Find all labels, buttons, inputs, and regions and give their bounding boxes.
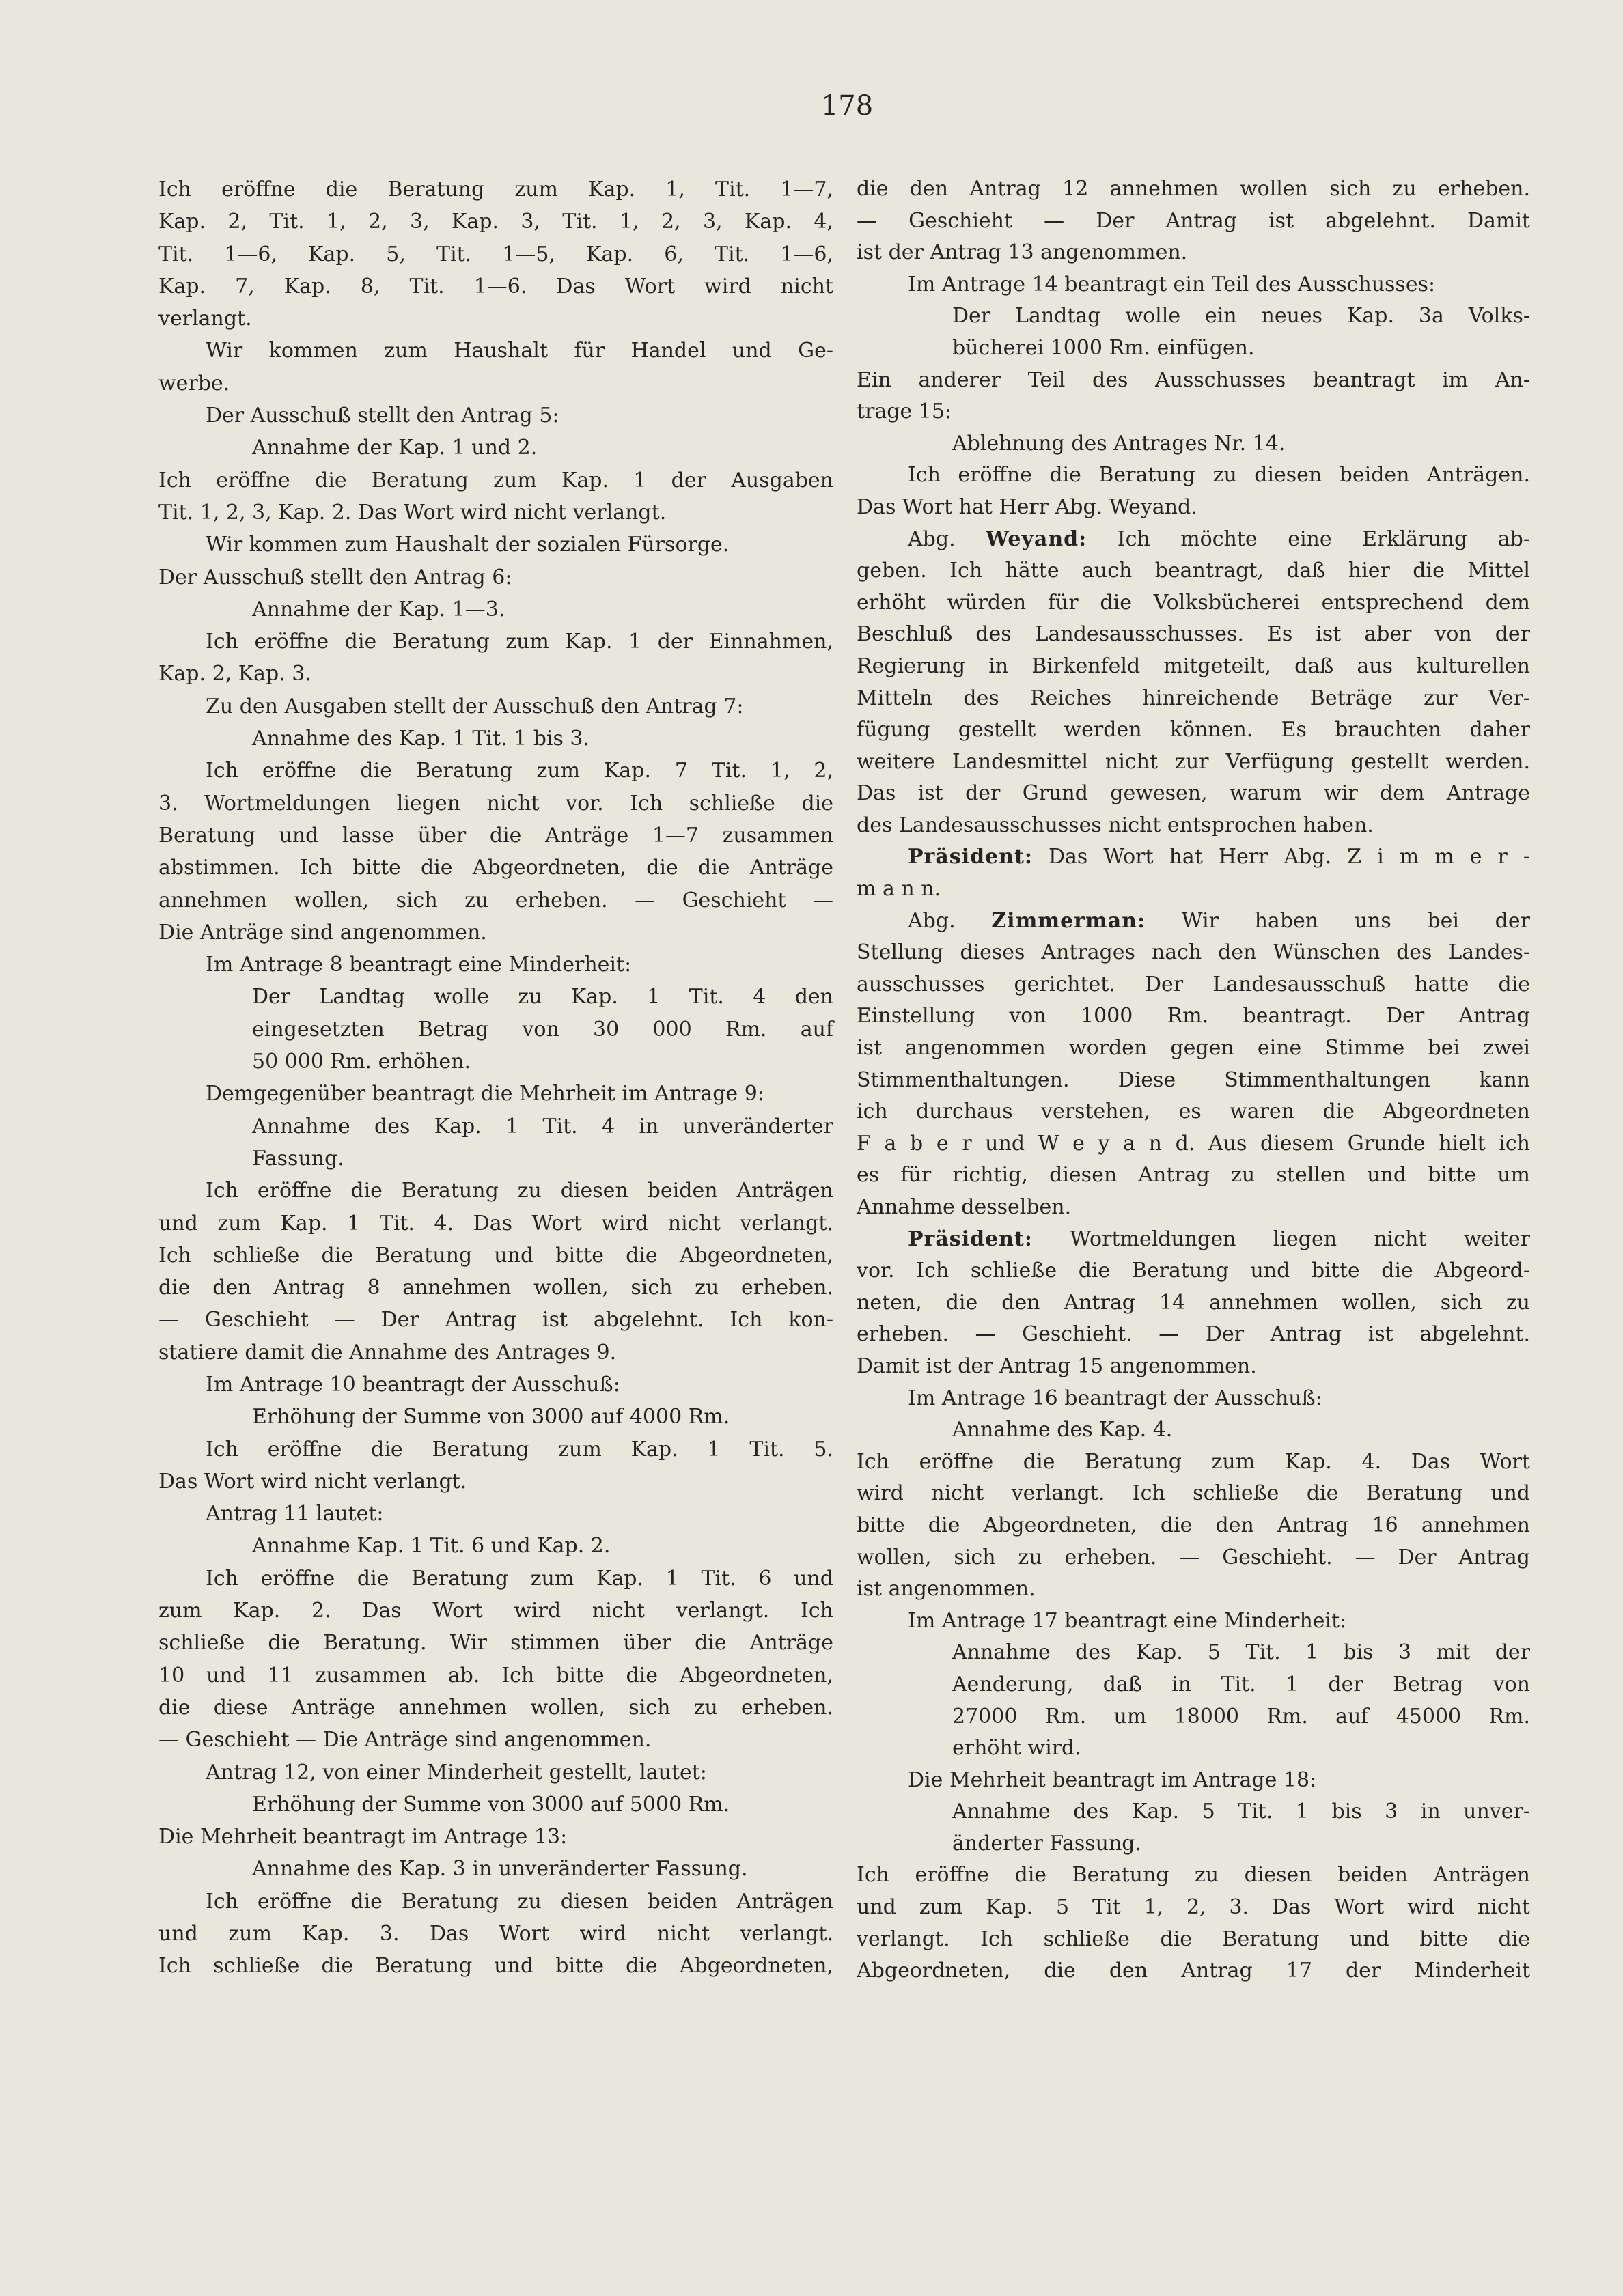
text-line	[857, 841, 1530, 873]
text-line: Ich eröffne die Beratung zum Kap. 1, Tit. 1—7,	[158, 178, 833, 201]
text-line: eingesetzten Betrag von 30 000 Rm. auf	[252, 1017, 833, 1041]
text-line: Die Mehrheit beantragt im Antrage 13:	[158, 1825, 568, 1849]
text-line: Im Antrage 14 beantragt ein Teil des Ausschusses:	[908, 272, 1436, 296]
speech-text: Wir haben uns bei der	[1146, 908, 1530, 933]
text-line: — Geschieht — Der Antrag ist abgelehnt. Damit	[857, 208, 1530, 233]
paragraph	[158, 593, 833, 626]
left-column	[158, 173, 833, 1983]
paragraph	[158, 981, 833, 1078]
text-line: erheben. — Geschieht. — Der Antrag ist abgelehnt.	[857, 1322, 1530, 1347]
text-line: Der Ausschuß stellt den Antrag 6:	[158, 565, 512, 589]
text-line: und zum Kap. 5 Tit 1, 2, 3. Das Wort wird nicht	[857, 1895, 1530, 1920]
text-line: Das ist der Grund gewesen, warum wir dem Antrage	[857, 781, 1530, 806]
text-line: Einstellung von 1000 Rm. beantragt. Der Antrag	[857, 1004, 1530, 1028]
text-line: Ich eröffne die Beratung zum Kap. 7 Tit. 1, 2,	[206, 759, 833, 783]
text-line: Annahme des Kap. 1 Tit. 1 bis 3.	[252, 727, 590, 751]
text-line: Ein anderer Teil des Ausschusses beantragt im An-	[857, 367, 1530, 392]
paragraph	[158, 723, 833, 755]
text-line: Ich eröffne die Beratung zum Kap. 1 der Ausgaben	[158, 468, 833, 492]
paragraph	[158, 173, 833, 335]
text-line: 50 000 Rm. erhöhen.	[252, 1050, 471, 1074]
speaker-name: Zimmerman:	[991, 908, 1146, 933]
text-line: Annahme des Kap. 1 Tit. 4 in unveränderter	[252, 1114, 833, 1138]
text-line: ist der Antrag 13 angenommen.	[857, 240, 1188, 265]
speaker-name: Präsident:	[908, 845, 1033, 869]
page-number: 178	[820, 90, 874, 122]
text-line: Der Landtag wolle ein neues Kap. 3a Volks-	[952, 304, 1530, 328]
paragraph	[857, 1765, 1530, 1797]
paragraph	[158, 561, 833, 593]
paragraph	[158, 1110, 833, 1175]
paragraph	[857, 1860, 1530, 1987]
text-line: Ablehnung des Antrages Nr. 14.	[952, 431, 1286, 456]
text-line: Ich eröffne die Beratung zum Kap. 1 Tit. 5.	[206, 1437, 833, 1461]
text-line: annehmen wollen, sich zu erheben. — Geschieht —	[158, 888, 833, 912]
text-line: änderter Fassung.	[952, 1831, 1142, 1856]
text-line: Die Mehrheit beantragt im Antrage 18:	[908, 1767, 1317, 1792]
paragraph	[158, 1530, 833, 1562]
speaker-name: Präsident:	[908, 1227, 1033, 1251]
paragraph	[158, 464, 833, 529]
text-line: erhöht wird.	[952, 1736, 1081, 1761]
paragraph	[857, 269, 1530, 301]
text-line: die den Antrag 8 annehmen wollen, sich zu erheben.	[158, 1276, 833, 1300]
text-line: Erhöhung der Summe von 3000 auf 4000 Rm.	[252, 1405, 730, 1429]
speech-text: Das Wort hat Herr Abg. Z i m m e r -	[1032, 845, 1530, 869]
text-line: Ich eröffne die Beratung zum Kap. 4. Das Wort	[857, 1449, 1530, 1474]
text-line: Mitteln des Reiches hinreichende Beträge zur Ver-	[857, 686, 1530, 710]
text-line: Demgegenüber beantragt die Mehrheit im Antrage 9:	[206, 1082, 764, 1106]
text-line: m a n n.	[857, 877, 941, 901]
text-line: — Geschieht — Der Antrag ist abgelehnt. Ich kon-	[158, 1308, 833, 1332]
text-line: Im Antrage 16 beantragt der Ausschuß:	[908, 1386, 1322, 1410]
speech-text: Wortmeldungen liegen nicht weiter	[1032, 1227, 1530, 1251]
text-line: neten, die den Antrag 14 annehmen wollen, sich zu	[857, 1290, 1530, 1315]
paragraph	[158, 1401, 833, 1433]
text-line: verlangt. Ich schließe die Beratung und bitte die	[857, 1927, 1530, 1951]
text-line: Annahme desselben.	[857, 1195, 1072, 1219]
text-line: schließe die Beratung. Wir stimmen über die Anträge	[158, 1631, 833, 1655]
paragraph	[857, 524, 1530, 842]
text-line: fügung gestellt werden können. Es brauchten daher	[857, 718, 1530, 742]
text-line: zum Kap. 2. Das Wort wird nicht verlangt. Ich	[158, 1599, 833, 1623]
text-line: Wir kommen zum Haushalt für Handel und Ge-	[206, 339, 833, 363]
paragraph	[158, 949, 833, 981]
text-line: Annahme des Kap. 3 in unveränderter Fassung.	[252, 1857, 748, 1881]
text-line: Annahme der Kap. 1 und 2.	[252, 436, 538, 460]
paragraph	[158, 1853, 833, 1885]
text-line: Ich eröffne die Beratung zu diesen beiden Anträgen.	[908, 463, 1530, 488]
paragraph	[857, 1446, 1530, 1606]
text-line: Antrag 12, von einer Minderheit gestellt, lautet:	[206, 1760, 707, 1784]
text-line: Im Antrage 8 beantragt eine Minderheit:	[206, 953, 632, 977]
paragraph	[158, 755, 833, 949]
text-line: Im Antrage 17 beantragt eine Minderheit:	[908, 1608, 1347, 1633]
text-line: und zum Kap. 3. Das Wort wird nicht verlangt.	[158, 1922, 833, 1946]
paragraph	[857, 428, 1530, 460]
speech-text: Ich möchte eine Erklärung ab-	[1087, 527, 1530, 551]
text-line: Stellung dieses Antrages nach den Wünschen des Landes-	[857, 940, 1530, 965]
text-line: Der Ausschuß stellt den Antrag 5:	[206, 404, 559, 428]
paragraph	[857, 365, 1530, 428]
text-line: Aenderung, daß in Tit. 1 der Betrag von	[952, 1672, 1530, 1696]
text-line: Tit. 1—6, Kap. 5, Tit. 1—5, Kap. 6, Tit. 1—6,	[158, 242, 833, 266]
text-line: Abgeordneten, die den Antrag 17 der Minderheit	[857, 1959, 1530, 1983]
text-line: Damit ist der Antrag 15 angenommen.	[857, 1354, 1257, 1378]
paragraph	[857, 1796, 1530, 1860]
paragraph	[158, 1175, 833, 1369]
text-line: Antrag 11 lautet:	[206, 1502, 384, 1526]
text-line: statiere damit die Annahme des Antrages 9.	[158, 1340, 617, 1364]
paragraph	[158, 529, 833, 561]
text-line: Ich eröffne die Beratung zu diesen beiden Anträgen	[857, 1863, 1530, 1888]
paragraph	[158, 1886, 833, 1983]
text-line: Annahme des Kap. 5 Tit. 1 bis 3 mit der	[952, 1640, 1530, 1665]
text-line: 10 und 11 zusammen ab. Ich bitte die Abgeordneten,	[158, 1663, 833, 1688]
paragraph	[857, 1606, 1530, 1638]
text-line: Wir kommen zum Haushalt der sozialen Fürsorge.	[206, 533, 730, 557]
text-line: ist angenommen.	[857, 1577, 1036, 1601]
text-line: Annahme Kap. 1 Tit. 6 und Kap. 2.	[252, 1534, 611, 1558]
paragraph	[857, 1383, 1530, 1415]
text-line: Das Wort wird nicht verlangt.	[158, 1469, 467, 1494]
text-line: Tit. 1, 2, 3, Kap. 2. Das Wort wird nicht verlangt.	[158, 500, 667, 524]
text-line: die den Antrag 12 annehmen wollen sich zu erheben.	[857, 177, 1530, 201]
paragraph	[158, 432, 833, 464]
speaker-prefix: Abg.	[908, 527, 986, 551]
text-line	[857, 1224, 1530, 1256]
paragraph	[158, 1821, 833, 1853]
text-line: Stimmenthaltungen. Diese Stimmenthaltungen kann	[857, 1067, 1530, 1092]
text-line: Der Landtag wolle zu Kap. 1 Tit. 4 den	[252, 985, 833, 1009]
paragraph	[158, 690, 833, 723]
text-line: abstimmen. Ich bitte die Abgeordneten, die die Anträge	[158, 856, 833, 880]
text-line: erhöht würden für die Volksbücherei entsprechend dem	[857, 590, 1530, 615]
text-line: trage 15:	[857, 400, 952, 424]
paragraph	[158, 1369, 833, 1401]
text-line: Kap. 7, Kap. 8, Tit. 1—6. Das Wort wird nicht	[158, 274, 833, 298]
text-line: Fassung.	[252, 1146, 344, 1171]
text-line: bitte die Abgeordneten, die den Antrag 16 annehmen	[857, 1513, 1530, 1537]
text-line: 3. Wortmeldungen liegen nicht vor. Ich schließe die	[158, 791, 833, 815]
paragraph	[158, 1756, 833, 1789]
text-line: F a b e r und W e y a n d. Aus diesem Grunde hielt ich	[857, 1131, 1530, 1156]
text-line: Das Wort hat Herr Abg. Weyand.	[857, 494, 1197, 519]
paragraph	[158, 1563, 833, 1756]
text-line: verlangt.	[158, 307, 252, 331]
text-line: des Landesausschusses nicht entsprochen haben.	[857, 813, 1374, 837]
text-line: Beschluß des Landesausschusses. Es ist aber von der	[857, 622, 1530, 647]
text-line: Ich eröffne die Beratung zu diesen beiden Anträgen	[206, 1179, 833, 1203]
text-line: — Geschieht — Die Anträge sind angenommen.	[158, 1728, 652, 1752]
text-line: ausschusses gerichtet. Der Landesausschuß hatte die	[857, 972, 1530, 996]
text-line: Kap. 2, Kap. 3.	[158, 662, 311, 686]
paragraph	[158, 335, 833, 400]
text-line: bücherei 1000 Rm. einfügen.	[952, 335, 1255, 360]
text-line: werbe.	[158, 371, 230, 395]
paragraph	[857, 906, 1530, 1224]
text-line	[857, 906, 1530, 938]
text-line: Ich schließe die Beratung und bitte die Abgeordneten,	[158, 1243, 833, 1268]
paragraph	[158, 1498, 833, 1530]
text-line: ich durchaus verstehen, es waren die Abgeordneten	[857, 1100, 1530, 1124]
speaker-name: Weyand:	[986, 527, 1087, 551]
text-line: es für richtig, diesen Antrag zu stellen und bitte um	[857, 1163, 1530, 1188]
text-line: vor. Ich schließe die Beratung und bitte die Abgeord-	[857, 1259, 1530, 1283]
text-line: Regierung in Birkenfeld mitgeteilt, daß aus kulturellen	[857, 654, 1530, 678]
text-line: wollen, sich zu erheben. — Geschieht. — Der Antrag	[857, 1545, 1530, 1569]
paragraph	[857, 841, 1530, 905]
text-line: Ich schließe die Beratung und bitte die Abgeordneten,	[158, 1954, 833, 1978]
text-line: Ich eröffne die Beratung zu diesen beiden Anträgen	[206, 1889, 833, 1914]
text-line: Erhöhung der Summe von 3000 auf 5000 Rm.	[252, 1792, 730, 1817]
text-line: ist angenommen worden gegen eine Stimme bei zwei	[857, 1036, 1530, 1061]
text-line: 27000 Rm. um 18000 Rm. auf 45000 Rm.	[952, 1704, 1530, 1728]
text-line: Die Anträge sind angenommen.	[158, 920, 487, 944]
paragraph	[857, 1224, 1530, 1383]
text-line: geben. Ich hätte auch beantragt, daß hier die Mittel	[857, 559, 1530, 583]
text-line: Beratung und lasse über die Anträge 1—7 zusammen	[158, 823, 833, 848]
paragraph	[158, 1789, 833, 1821]
paragraph	[857, 1414, 1530, 1446]
text-line: und zum Kap. 1 Tit. 4. Das Wort wird nicht verlangt.	[158, 1211, 833, 1235]
text-line: Ich eröffne die Beratung zum Kap. 1 Tit. 6 und	[206, 1566, 833, 1591]
paragraph	[158, 1078, 833, 1110]
text-line: weitere Landesmittel nicht zur Verfügung gestellt werden.	[857, 749, 1530, 774]
text-line: Zu den Ausgaben stellt der Ausschuß den Antrag 7:	[206, 694, 744, 718]
text-line: wird nicht verlangt. Ich schließe die Beratung und	[857, 1481, 1530, 1506]
paragraph	[857, 173, 1530, 269]
text-line	[857, 524, 1530, 556]
text-line: Ich eröffne die Beratung zum Kap. 1 der Einnahmen,	[206, 630, 833, 654]
paragraph	[857, 460, 1530, 523]
right-column	[857, 173, 1530, 1987]
paragraph	[857, 300, 1530, 364]
speaker-prefix: Abg.	[908, 908, 992, 933]
paragraph	[857, 1637, 1530, 1764]
paragraph	[158, 400, 833, 432]
text-line: Kap. 2, Tit. 1, 2, 3, Kap. 3, Tit. 1, 2, 3, Kap. 4,	[158, 210, 833, 234]
text-line: Annahme des Kap. 5 Tit. 1 bis 3 in unver-	[952, 1800, 1530, 1824]
text-line: Im Antrage 10 beantragt der Ausschuß:	[206, 1372, 620, 1397]
paragraph	[158, 626, 833, 690]
paragraph	[158, 1433, 833, 1498]
text-line: Annahme der Kap. 1—3.	[252, 597, 505, 621]
text-line: Annahme des Kap. 4.	[952, 1418, 1173, 1442]
text-line: die diese Anträge annehmen wollen, sich zu erheben.	[158, 1695, 833, 1720]
